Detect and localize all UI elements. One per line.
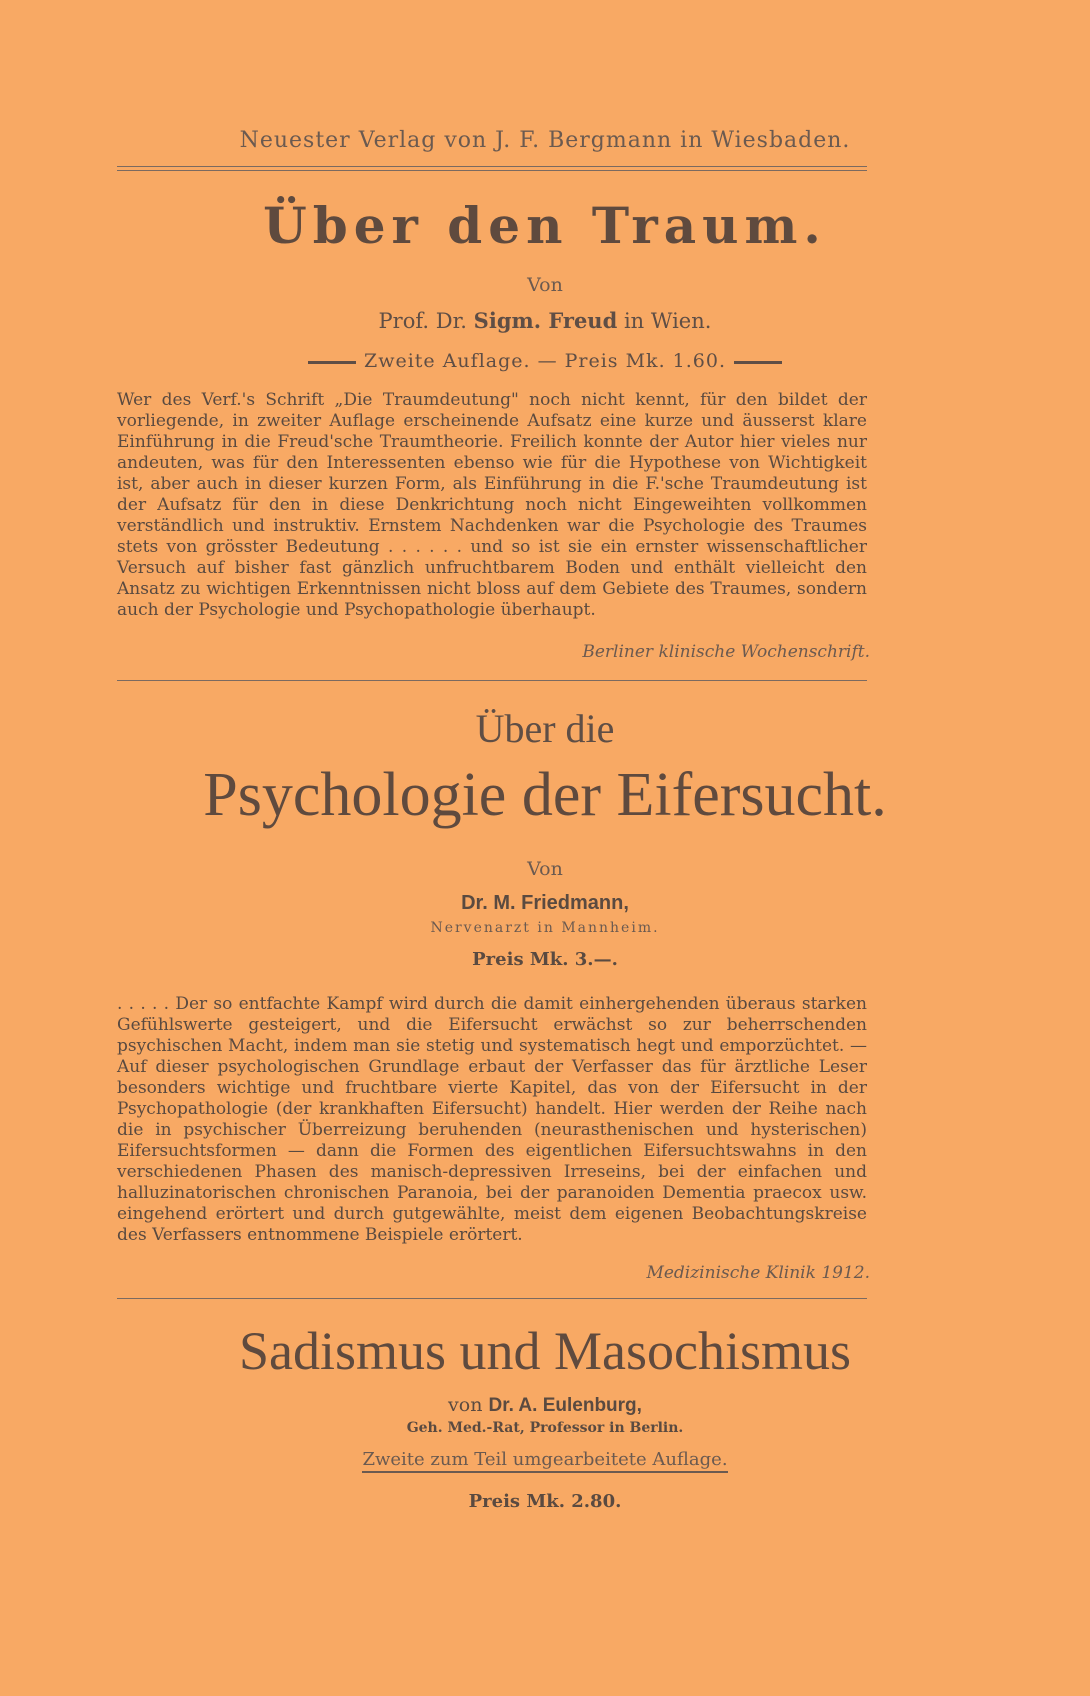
- book2-von: Von: [527, 858, 563, 880]
- book2-price: Preis Mk. 3.—.: [472, 949, 618, 970]
- book1-edition-text: Zweite Auflage. — Preis Mk. 1.60.: [364, 350, 726, 372]
- book3-edition-text: Zweite zum Teil umgearbeitete Auflage.: [362, 1449, 727, 1473]
- section-rule-2: [117, 1298, 867, 1299]
- book1-author-prefix: Prof. Dr.: [378, 309, 467, 333]
- book3-edition: [0, 1449, 1090, 1473]
- edition-right-bar: [734, 361, 782, 364]
- book2-review-source: Medizinische Klinik 1912.: [646, 1263, 870, 1283]
- book1-author-suffix: in Wien.: [623, 309, 712, 333]
- header-rule: [117, 166, 867, 167]
- book2-review: . . . . . Der so entfachte Kampf wird durch die damit einhergehenden überaus starken Gefühlswerte gesteigert, und die Eifersucht erwächst so zur beherrschenden psychischen Macht, indem man sie stetig und systematisch hegt und emporzüchtet. — Auf dieser psychologischen Grundlage erbaut der Verfasser das für ärztliche Leser besonders wichtige und fruchtbare vierte Kapitel, das von der Eifersucht in der Psychopathologie (der krankhaften Eifersucht) handelt. Hier werden der Reihe nach die in psychischer Überreizung beruhenden (neurasthenischen und hysterischen) Eifersuchtsformen — dann die Formen des eigentlichen Eifersuchtswahns in den verschiedenen Phasen des manisch-depressiven Irreseins, bei der einfachen und halluzinatorischen chronischen Paranoia, bei der paranoiden Dementia praecox usw. eingehend erörtert und durch gutgewählte, meist dem eigenen Beobachtungskreise des Verfassers entnommene Beispiele erörtert.: [117, 994, 867, 1245]
- book3-author: Dr. A. Eulenburg,: [488, 1395, 642, 1416]
- book3-price: Preis Mk. 2.80.: [468, 1491, 622, 1512]
- book1-review: Wer des Verf.'s Schrift „Die Traumdeutung" noch nicht kennt, für den bildet der vorliegende, in zweiter Auflage erscheinende Aufsatz eine kurze und äusserst klare Einführung in die Freud'sche Traumtheorie. Freilich konnte der Autor hier vieles nur andeuten, was für den Interessenten ebenso wie für die Hypothese von Wichtigkeit ist, aber auch in dieser kurzen Form, als Einführung in die F.'sche Traumdeutung ist der Aufsatz für den in diese Denkrichtung noch nicht Eingeweihten vollkommen verständlich und instruktiv. Ernstem Nachdenken war die Psychologie des Traumes stets von grösster Bedeutung . . . . . . und so ist sie ein ernster wissenschaftlicher Versuch auf bisher fast gänzlich unfruchtbarem Boden und enthält vielleicht den Ansatz zu wichtigen Erkenntnissen nicht bloss auf dem Gebiete des Traumes, sondern auch der Psychologie und Psychopathologie überhaupt.: [117, 390, 867, 620]
- book3-author-line: [0, 1394, 1090, 1417]
- book1-author-name: Sigm. Freud: [473, 308, 618, 333]
- book1-author: [0, 308, 1090, 333]
- book1-von: Von: [527, 274, 563, 296]
- section-rule-1: [117, 680, 867, 681]
- publisher-header: Neuester Verlag von J. F. Bergmann in Wiesbaden.: [239, 128, 851, 153]
- book1-edition: [0, 350, 1090, 372]
- book2-title-line2: Psychologie der Eifersucht.: [203, 761, 887, 829]
- book1-review-source: Berliner klinische Wochenschrift.: [582, 642, 870, 662]
- book2-author-role: Nervenarzt in Mannheim.: [430, 920, 660, 936]
- book1-title: Über den Traum.: [263, 196, 827, 255]
- book3-title: Sadismus und Masochismus: [238, 1321, 852, 1381]
- book3-von: von: [448, 1394, 483, 1416]
- book2-title-line1: Über die: [475, 706, 615, 751]
- edition-left-bar: [308, 361, 356, 364]
- book2-author: Dr. M. Friedmann,: [461, 892, 629, 914]
- book3-author-role: Geh. Med.-Rat, Professor in Berlin.: [406, 1420, 684, 1436]
